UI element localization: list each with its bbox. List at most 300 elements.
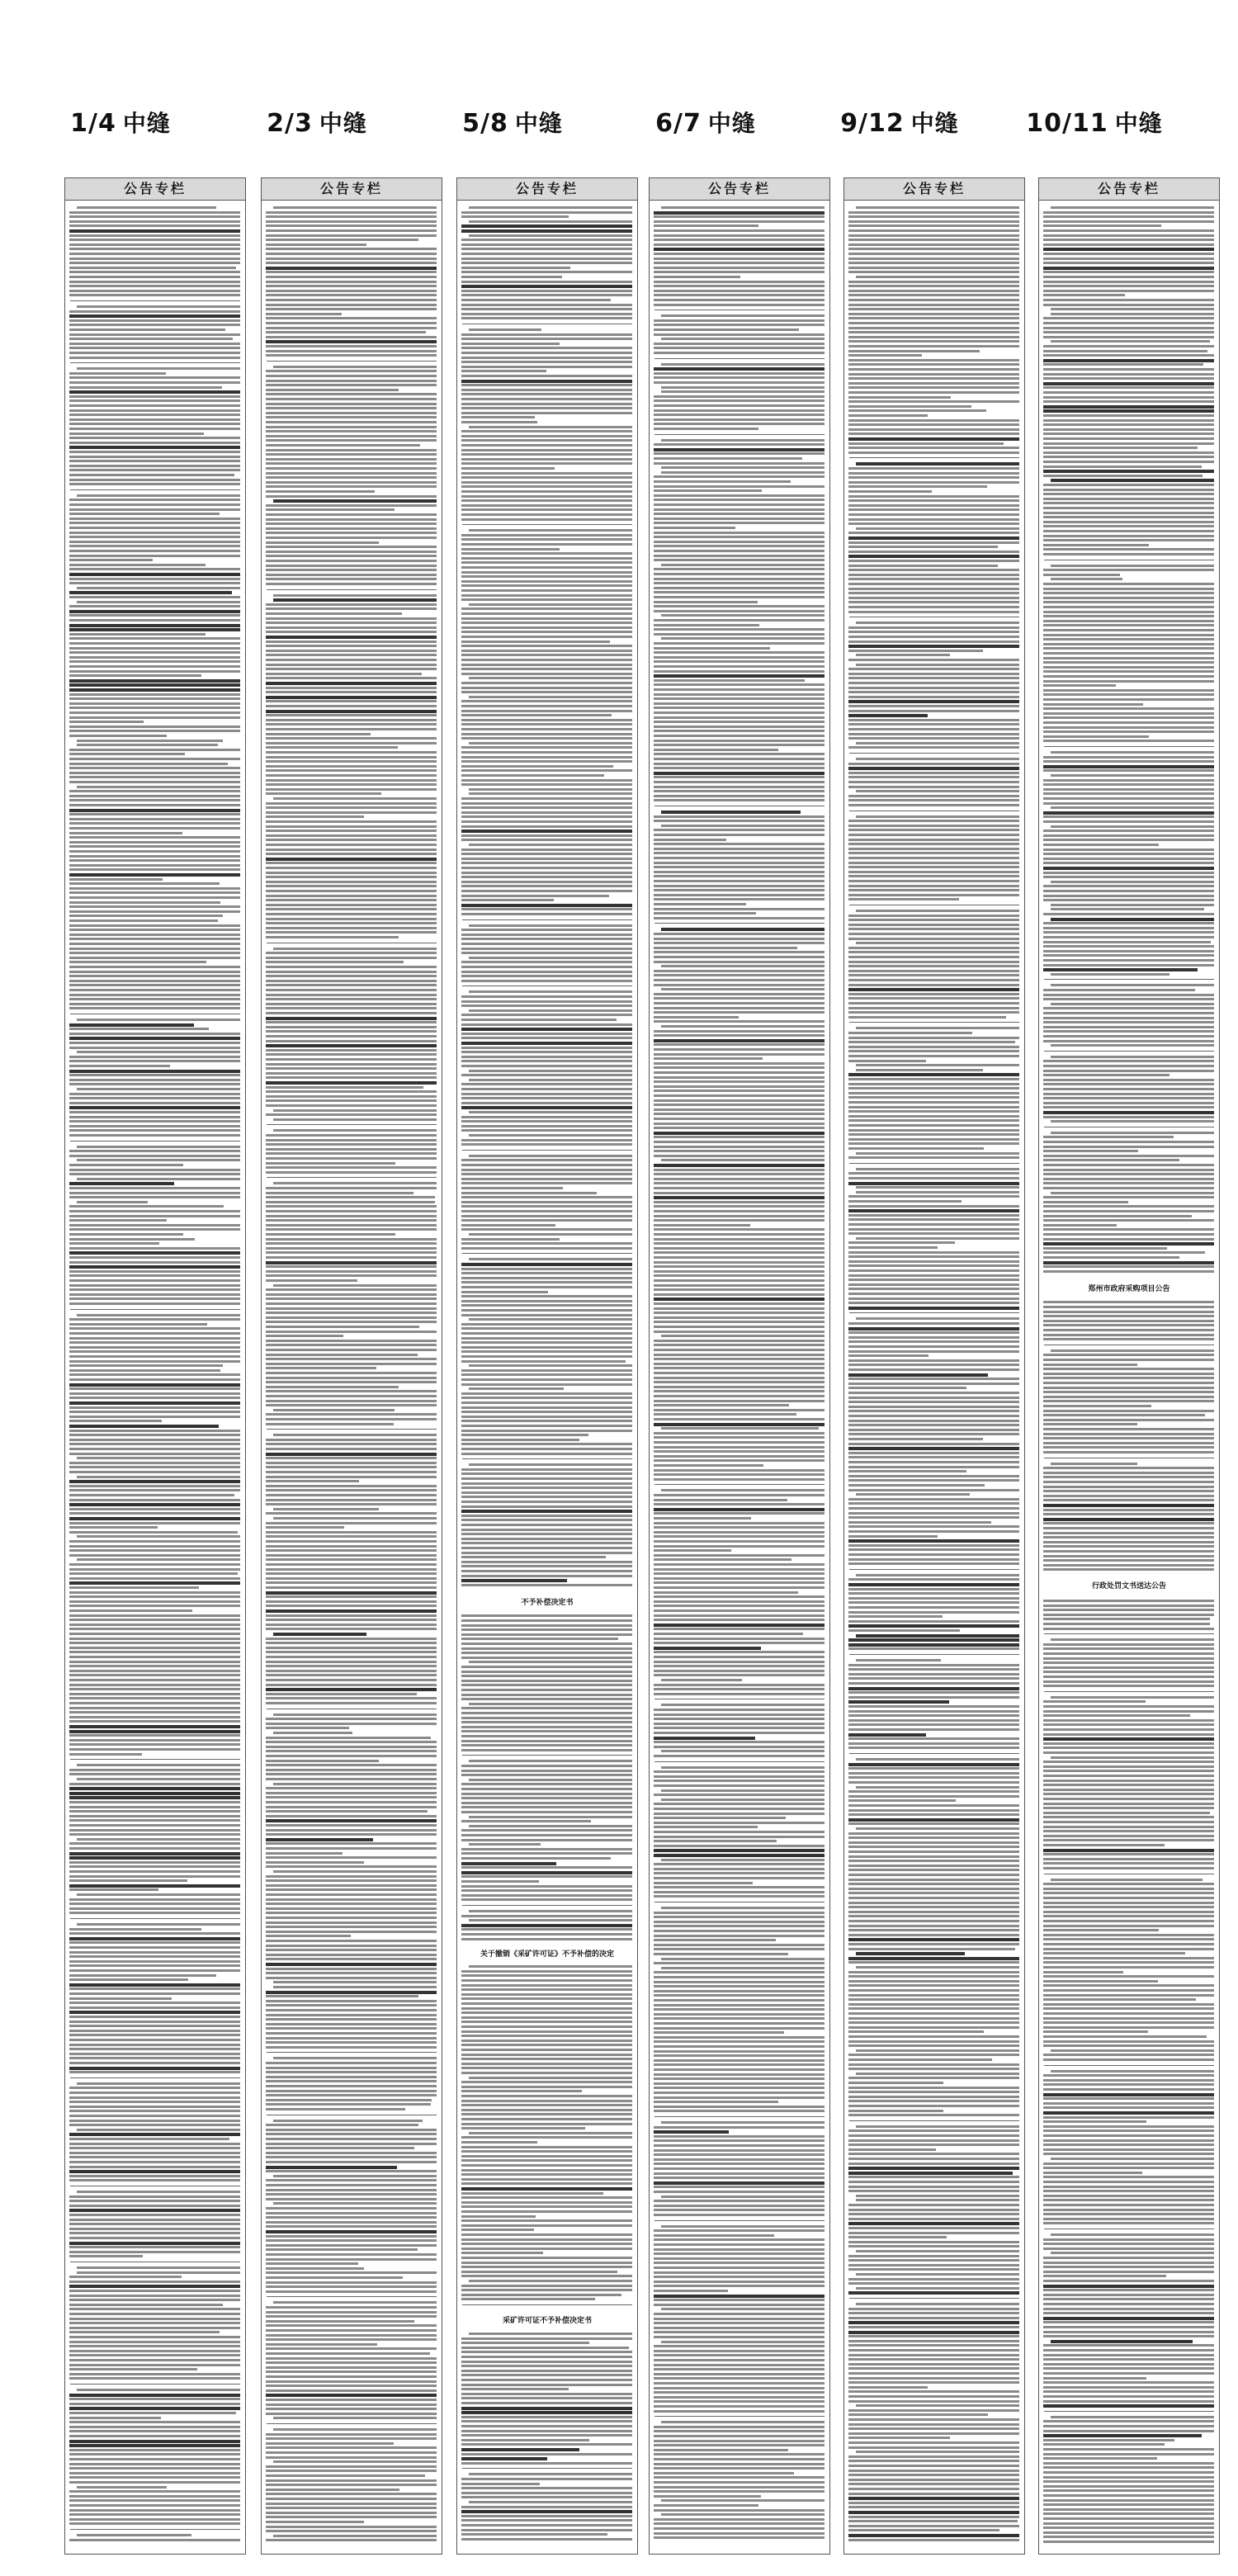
text-line (654, 1770, 825, 1773)
text-line (848, 1597, 1019, 1600)
text-line (69, 2242, 240, 2245)
text-line (69, 1946, 240, 1949)
text-line (266, 513, 437, 516)
text-line (69, 1297, 240, 1300)
text-line (69, 2205, 240, 2207)
text-line (266, 792, 381, 795)
text-line (1043, 2040, 1214, 2043)
text-line (461, 347, 632, 349)
text-line (266, 1865, 437, 1868)
notice-divider (849, 1753, 1019, 1754)
text-line (654, 726, 825, 728)
text-line (69, 271, 240, 273)
text-line (848, 225, 1019, 227)
text-line (77, 1893, 240, 1896)
text-line (654, 1108, 825, 1111)
text-line (848, 2516, 1019, 2518)
text-line (1043, 414, 1214, 417)
text-line (266, 1072, 437, 1075)
text-line (266, 710, 437, 713)
text-line (848, 1925, 1019, 1927)
text-line (654, 503, 825, 506)
text-line (654, 2073, 825, 2076)
text-line (461, 1238, 560, 1241)
text-line (69, 887, 240, 890)
text-line (654, 997, 825, 1000)
text-line (848, 961, 1019, 963)
text-line (848, 467, 1019, 470)
text-line (848, 2409, 1019, 2412)
text-line (266, 2239, 437, 2242)
text-line (469, 788, 632, 791)
text-line (654, 1803, 825, 1805)
text-line (1043, 2522, 1214, 2525)
text-line (69, 984, 240, 986)
text-line (266, 2161, 437, 2163)
text-line (266, 1595, 437, 1598)
text-line (266, 1139, 437, 1141)
text-line (654, 1999, 825, 2002)
text-line (273, 2535, 437, 2537)
text-line (848, 1668, 1019, 1671)
text-line (848, 984, 1019, 986)
text-line (848, 601, 1019, 603)
text-line (661, 1025, 825, 1028)
text-line (1043, 1210, 1214, 1212)
text-line (461, 2011, 632, 2014)
text-line (461, 495, 632, 498)
text-line (1043, 853, 1214, 855)
text-line (266, 1113, 437, 1116)
text-line (69, 1769, 240, 1771)
notice-divider (654, 2220, 825, 2221)
text-line (461, 2462, 632, 2465)
text-line (69, 290, 240, 292)
text-line (661, 439, 825, 442)
text-line (266, 262, 437, 264)
text-line (654, 1526, 825, 1529)
text-line (69, 1716, 240, 1718)
text-line (1043, 1835, 1214, 1837)
text-line (461, 2416, 632, 2418)
text-line (848, 875, 1019, 877)
text-line (69, 1219, 167, 1222)
text-line (266, 1316, 437, 1319)
text-line (1043, 400, 1214, 403)
text-line (654, 2345, 825, 2347)
notice-divider (654, 2416, 825, 2417)
text-line (69, 2509, 240, 2512)
text-line (654, 1062, 825, 1065)
text-line (266, 522, 437, 525)
text-line (654, 605, 825, 607)
text-line (1043, 2489, 1214, 2492)
text-line (266, 668, 437, 670)
notice-divider (654, 2116, 825, 2117)
text-line (848, 1177, 1019, 1179)
text-line (1043, 2176, 1214, 2178)
text-line (461, 462, 632, 465)
text-line (848, 1101, 1019, 1104)
text-line (654, 480, 791, 483)
text-line (1043, 1680, 1214, 1683)
text-line (461, 1291, 548, 1293)
text-line (848, 772, 1019, 774)
text-line (69, 2087, 240, 2089)
text-line (1043, 521, 1214, 523)
text-line (266, 225, 437, 227)
text-line (848, 1989, 1019, 1992)
text-line (461, 2192, 603, 2195)
text-line (69, 2444, 240, 2447)
text-line (266, 723, 437, 726)
text-line (266, 1242, 437, 1245)
text-line (848, 799, 1019, 801)
text-line (69, 2214, 240, 2216)
text-line (1043, 1883, 1214, 1885)
text-line (1043, 1839, 1214, 1841)
text-line (654, 1638, 825, 1640)
text-line (266, 2276, 403, 2279)
text-line (69, 2327, 240, 2329)
text-line (266, 1884, 437, 1887)
text-line (461, 561, 632, 564)
text-line (69, 1679, 240, 1681)
text-line (1043, 1862, 1214, 1865)
text-line (654, 1386, 825, 1388)
text-line (461, 472, 632, 475)
text-line (69, 2200, 240, 2202)
text-line (77, 494, 240, 497)
text-line (266, 2324, 437, 2327)
text-line (461, 700, 632, 702)
text-line (848, 2511, 1019, 2514)
text-line (654, 2144, 825, 2147)
text-line (266, 2530, 437, 2532)
text-line (461, 1556, 606, 1558)
text-line (654, 1307, 825, 1310)
text-line (266, 1898, 437, 1901)
text-line (848, 767, 1019, 770)
text-line (1043, 765, 1214, 768)
text-line (69, 688, 240, 692)
text-line (461, 361, 632, 363)
text-line (856, 527, 1019, 530)
text-line (848, 700, 1019, 703)
text-line (69, 1512, 240, 1515)
text-line (69, 211, 240, 214)
text-line (1043, 1334, 1214, 1336)
text-line (1043, 1536, 1214, 1539)
text-line (469, 1079, 632, 1081)
text-line (848, 834, 1019, 836)
text-line (856, 910, 1019, 912)
text-line (69, 934, 240, 936)
text-line (461, 2483, 540, 2485)
text-line (1043, 1228, 1214, 1231)
text-line (654, 2440, 825, 2442)
text-line (1043, 1111, 1214, 1114)
text-line (461, 1416, 632, 1418)
text-line (848, 569, 1019, 571)
text-line (848, 1516, 1019, 1519)
text-line (266, 1535, 437, 1538)
text-line (266, 1423, 394, 1425)
text-line (69, 1480, 240, 1483)
text-line (848, 997, 1019, 1000)
text-line (69, 795, 240, 797)
text-line (1043, 1671, 1214, 1673)
text-line (1043, 2541, 1214, 2543)
text-line (1043, 2021, 1214, 2024)
text-line (654, 1563, 825, 1566)
text-line (461, 490, 632, 493)
text-line (266, 1247, 437, 1250)
text-line (461, 229, 632, 233)
text-line (848, 354, 922, 357)
text-line (654, 2435, 825, 2437)
text-line (1043, 1751, 1214, 1754)
text-line (654, 763, 825, 765)
text-line (461, 839, 632, 841)
text-line (848, 1119, 1019, 1122)
text-line (266, 617, 437, 620)
text-line (856, 622, 1019, 624)
text-line (848, 331, 1019, 333)
text-line (77, 1558, 240, 1561)
text-line (848, 631, 1019, 633)
text-line (1043, 1079, 1214, 1081)
text-line (654, 1872, 825, 1874)
notice-divider (70, 2384, 240, 2385)
text-line (654, 1981, 825, 1983)
text-line (266, 1021, 437, 1023)
text-line (1043, 2526, 1214, 2529)
text-line (69, 2228, 240, 2230)
text-line (654, 2082, 825, 2085)
text-line (654, 1265, 825, 1268)
text-line (848, 857, 1019, 859)
text-line (266, 2032, 437, 2035)
text-line (266, 1945, 437, 1947)
text-line (848, 546, 998, 548)
text-line (654, 2400, 825, 2403)
text-line (461, 802, 632, 805)
text-line (848, 1392, 1019, 1394)
text-line (461, 225, 632, 228)
text-line (848, 1331, 1019, 1334)
text-line (266, 927, 437, 929)
text-line (654, 624, 759, 626)
text-line (266, 1842, 437, 1845)
text-line (661, 1958, 825, 1960)
text-line (856, 1966, 1019, 1969)
text-line (266, 1386, 399, 1388)
text-line (266, 1162, 395, 1165)
text-line (848, 1279, 1019, 1281)
text-line (273, 2428, 437, 2431)
text-line (69, 957, 240, 959)
text-line (654, 1595, 825, 1598)
text-line (848, 1719, 1019, 1722)
text-line (654, 299, 825, 301)
text-line (654, 2336, 825, 2338)
text-line (848, 1767, 1019, 1770)
text-line (469, 844, 632, 846)
text-line (1043, 1495, 1214, 1497)
text-line (266, 2041, 437, 2044)
text-line (266, 1017, 437, 1020)
text-line (469, 2473, 632, 2475)
text-line (1043, 2074, 1214, 2077)
text-line (848, 1818, 1019, 1822)
text-line (654, 1076, 825, 1079)
text-line (266, 2166, 397, 2169)
text-line (461, 1852, 632, 1855)
text-line (1043, 2079, 1214, 2082)
text-line (461, 2044, 632, 2046)
text-line (469, 1070, 632, 1072)
notice-divider (654, 358, 825, 359)
text-line (654, 573, 825, 575)
text-line (848, 1530, 1019, 1533)
text-line (461, 1014, 632, 1016)
text-line (1043, 2395, 1214, 2398)
text-line (848, 215, 1019, 218)
text-line (848, 1241, 955, 1244)
text-line (69, 2453, 240, 2455)
text-line (654, 1312, 825, 1314)
text-line (848, 1742, 1019, 1745)
text-line (69, 683, 240, 687)
text-line (1043, 1657, 1214, 1660)
text-line (1043, 336, 1214, 338)
text-line (1043, 1265, 1214, 1268)
text-line (69, 442, 240, 444)
text-line (266, 1321, 437, 1323)
text-line (654, 1522, 825, 1524)
text-line (848, 636, 1019, 638)
text-line (461, 407, 632, 409)
text-line (1043, 1256, 1179, 1259)
text-line (654, 1349, 825, 1351)
text-line (461, 2487, 632, 2489)
text-line (461, 2425, 632, 2427)
text-line (661, 1789, 825, 1792)
text-line (1043, 211, 1214, 214)
text-line (461, 1797, 632, 1799)
text-line (273, 1129, 437, 1132)
text-line (1051, 1003, 1214, 1005)
text-line (461, 2007, 632, 2010)
notice-column-5 (843, 177, 1025, 2555)
text-line (69, 2110, 240, 2112)
text-line (654, 1845, 825, 1847)
text-line (266, 820, 437, 823)
text-line (69, 2426, 240, 2428)
text-line (848, 795, 1019, 797)
text-line (266, 1354, 418, 1356)
text-line (266, 243, 366, 246)
text-line (266, 2370, 437, 2373)
text-line (1043, 2280, 1214, 2282)
text-line (848, 248, 1019, 250)
text-line (461, 1788, 632, 1790)
text-line (266, 612, 402, 615)
text-line (266, 1568, 437, 1571)
text-line (654, 790, 825, 792)
text-line (1043, 451, 1214, 454)
text-line (654, 1925, 825, 1927)
text-line (461, 1938, 632, 1940)
text-line (848, 1041, 1015, 1043)
text-line (654, 1494, 825, 1496)
text-line (654, 1581, 825, 1584)
text-line (266, 546, 437, 548)
text-line (266, 872, 437, 874)
text-line (654, 1256, 825, 1259)
text-line (654, 651, 825, 654)
text-line (848, 1007, 1019, 1009)
text-line (848, 1647, 1019, 1650)
text-line (273, 948, 437, 950)
text-line (461, 1628, 632, 1631)
text-line (848, 1354, 928, 1357)
text-line (461, 1042, 632, 1045)
text-line (848, 2030, 984, 2033)
text-line (273, 499, 437, 503)
text-line (848, 804, 1019, 806)
text-line (1043, 1920, 1214, 1922)
text-line (69, 2440, 240, 2443)
text-line (661, 928, 825, 931)
text-line (1043, 1518, 1214, 1521)
text-line (654, 2096, 825, 2099)
notice-divider (849, 2298, 1019, 2299)
text-line (654, 2022, 825, 2025)
text-line (266, 2403, 437, 2406)
text-line (848, 843, 1019, 845)
text-line (273, 1870, 437, 1873)
text-line (461, 2081, 632, 2083)
text-line (461, 631, 632, 633)
text-line (266, 1977, 437, 1979)
text-line (848, 2153, 1019, 2155)
text-line (848, 2326, 1019, 2328)
text-line (266, 1279, 357, 1282)
text-line (69, 716, 240, 719)
text-line (461, 733, 632, 735)
text-line (848, 1232, 1019, 1235)
text-line (654, 253, 825, 255)
text-line (461, 481, 632, 484)
text-line (266, 2198, 437, 2200)
text-line (654, 2126, 825, 2129)
text-line (69, 961, 206, 963)
text-line (461, 908, 632, 910)
text-line (654, 1210, 825, 1212)
text-line (1051, 1696, 1214, 1699)
text-line (1043, 2186, 1214, 2188)
text-line (266, 1554, 437, 1557)
text-line (1043, 1998, 1196, 2001)
text-line (654, 2050, 825, 2053)
text-line (1043, 1826, 1214, 1828)
text-line (461, 1848, 632, 1850)
text-line (69, 1600, 240, 1603)
text-line (1043, 327, 1214, 329)
text-line (1043, 530, 1214, 532)
